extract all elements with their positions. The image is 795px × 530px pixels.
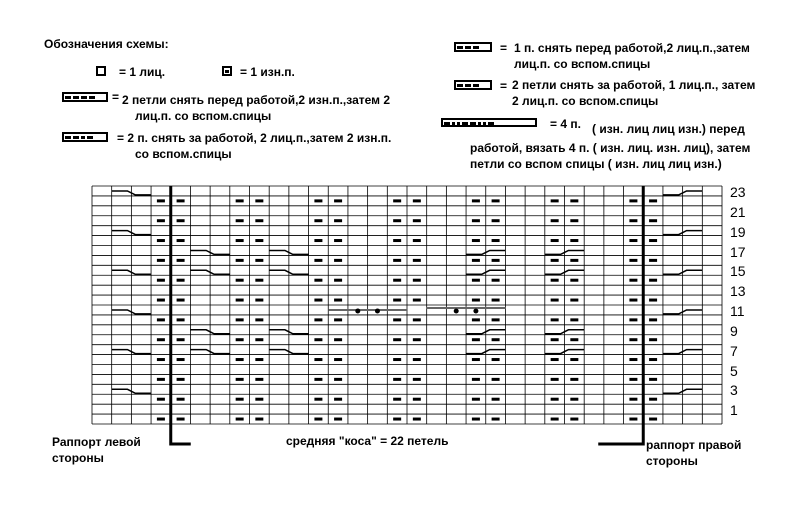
purl-dash xyxy=(472,378,480,381)
purl-dash xyxy=(314,338,322,341)
purl-dash xyxy=(255,259,263,262)
purl-dash xyxy=(492,259,500,262)
purl-dash xyxy=(413,378,421,381)
legend-cable-4-line2: работой, вязать 4 п. ( изн. лиц. изн. лиц), затем xyxy=(470,141,751,155)
purl-dash xyxy=(236,239,244,242)
purl-dash xyxy=(570,279,578,282)
purl-dash xyxy=(472,259,480,262)
purl-dash xyxy=(255,418,263,421)
purl-dash xyxy=(570,398,578,401)
purl-dash xyxy=(570,318,578,321)
purl-dash xyxy=(177,259,185,262)
purl-dash xyxy=(255,378,263,381)
purl-dash xyxy=(255,338,263,341)
purl-dash xyxy=(393,398,401,401)
purl-dash xyxy=(413,299,421,302)
purl-dash xyxy=(649,219,657,222)
purl-dash xyxy=(649,378,657,381)
row-number: 15 xyxy=(730,263,746,280)
purl-dash xyxy=(570,299,578,302)
label-right-repeat-line1: раппорт правой xyxy=(646,438,742,452)
purl-dash xyxy=(649,299,657,302)
row-number: 21 xyxy=(730,203,746,220)
purl-dash xyxy=(551,239,559,242)
purl-dash xyxy=(177,299,185,302)
purl-dash xyxy=(236,378,244,381)
purl-dash xyxy=(629,219,637,222)
purl-dash xyxy=(177,418,185,421)
purl-dash xyxy=(236,199,244,202)
cable-4-dot xyxy=(473,308,478,313)
purl-dash xyxy=(255,239,263,242)
purl-dash xyxy=(413,219,421,222)
purl-dash xyxy=(629,398,637,401)
legend-cable-right-knit-line2: 2 лиц.п. со вспом.спицы xyxy=(512,94,659,108)
purl-dash xyxy=(551,279,559,282)
purl-dash xyxy=(236,299,244,302)
purl-dash xyxy=(649,318,657,321)
purl-dash xyxy=(314,259,322,262)
purl-dash xyxy=(629,358,637,361)
purl-dash xyxy=(393,219,401,222)
purl-dash xyxy=(157,398,165,401)
purl-dash xyxy=(472,299,480,302)
legend-cable-4-label: = 4 п. xyxy=(550,117,581,131)
purl-dash xyxy=(177,239,185,242)
purl-dash xyxy=(255,199,263,202)
purl-dash xyxy=(472,239,480,242)
legend-cable-left-purl-line1: 2 петли снять перед работой,2 изн.п.,затем 2 xyxy=(122,93,391,107)
legend-equals-1: = xyxy=(112,90,120,104)
purl-dash xyxy=(393,318,401,321)
purl-dash xyxy=(492,299,500,302)
purl-dash xyxy=(492,239,500,242)
purl-dash xyxy=(413,259,421,262)
purl-dash xyxy=(492,279,500,282)
purl-dash xyxy=(393,199,401,202)
legend-cable-right-purl-line2: со вспом.спицы xyxy=(135,147,232,161)
purl-dash xyxy=(236,418,244,421)
purl-dash xyxy=(649,418,657,421)
purl-dash xyxy=(157,199,165,202)
purl-dash xyxy=(157,318,165,321)
purl-dash xyxy=(551,338,559,341)
purl-dash xyxy=(157,299,165,302)
legend-knit-text: = 1 лиц. xyxy=(119,65,166,79)
purl-dash xyxy=(492,358,500,361)
purl-dash xyxy=(393,279,401,282)
purl-dash xyxy=(236,318,244,321)
purl-dash xyxy=(314,358,322,361)
legend-equals-3: = xyxy=(500,79,508,93)
purl-dash xyxy=(334,199,342,202)
purl-dash xyxy=(393,378,401,381)
purl-dash xyxy=(314,378,322,381)
purl-dash xyxy=(551,318,559,321)
purl-dash xyxy=(314,318,322,321)
purl-dash xyxy=(314,398,322,401)
purl-dash xyxy=(649,239,657,242)
row-number: 5 xyxy=(730,362,738,379)
purl-dash xyxy=(570,338,578,341)
row-number: 19 xyxy=(730,223,746,240)
purl-dash xyxy=(177,318,185,321)
purl-dash xyxy=(236,259,244,262)
purl-dash xyxy=(629,338,637,341)
purl-dash xyxy=(629,239,637,242)
purl-dash xyxy=(157,259,165,262)
purl-dash xyxy=(649,279,657,282)
purl-dash xyxy=(157,279,165,282)
purl-dash xyxy=(177,279,185,282)
purl-dash xyxy=(314,219,322,222)
purl-dash xyxy=(255,318,263,321)
purl-dash xyxy=(334,299,342,302)
purl-dash xyxy=(334,279,342,282)
purl-dash xyxy=(570,418,578,421)
purl-dash xyxy=(314,199,322,202)
purl-dash xyxy=(629,318,637,321)
purl-dash xyxy=(413,318,421,321)
purl-dash xyxy=(629,299,637,302)
purl-dash xyxy=(177,219,185,222)
purl-dash xyxy=(570,239,578,242)
purl-dash xyxy=(393,259,401,262)
purl-dash xyxy=(472,318,480,321)
legend-purl-text: = 1 изн.п. xyxy=(240,65,295,79)
purl-dash xyxy=(177,378,185,381)
purl-dash xyxy=(492,318,500,321)
purl-dash xyxy=(472,199,480,202)
legend-equals-2: = xyxy=(500,41,508,55)
purl-dash xyxy=(649,199,657,202)
purl-dash xyxy=(570,199,578,202)
purl-dash xyxy=(570,219,578,222)
purl-dash xyxy=(314,279,322,282)
label-center-cable: средняя "коса" = 22 петель xyxy=(286,434,449,448)
purl-dash xyxy=(157,239,165,242)
purl-dash xyxy=(492,219,500,222)
label-left-repeat-line1: Раппорт левой xyxy=(52,435,141,449)
label-right-repeat-line2: стороны xyxy=(646,454,698,468)
purl-dash xyxy=(334,259,342,262)
purl-dash xyxy=(649,358,657,361)
purl-dash xyxy=(334,318,342,321)
purl-dash xyxy=(492,199,500,202)
purl-dash xyxy=(393,239,401,242)
purl-dash xyxy=(255,358,263,361)
purl-dash xyxy=(472,418,480,421)
purl-dash xyxy=(236,279,244,282)
purl-dash xyxy=(334,338,342,341)
legend-cable-left-purl-line2: лиц.п. со вспом.спицы xyxy=(135,109,272,123)
purl-dash xyxy=(649,398,657,401)
legend-cable-4-line1: ( изн. лиц лиц изн.) перед xyxy=(592,122,745,136)
purl-dash xyxy=(551,378,559,381)
purl-dash xyxy=(413,398,421,401)
purl-dash xyxy=(629,378,637,381)
purl-dash xyxy=(393,299,401,302)
row-number: 17 xyxy=(730,243,746,260)
row-number: 3 xyxy=(730,382,738,399)
purl-dash xyxy=(393,418,401,421)
purl-dash xyxy=(177,398,185,401)
purl-dash xyxy=(157,338,165,341)
purl-dash xyxy=(492,418,500,421)
purl-dash xyxy=(472,358,480,361)
cable-4-dot xyxy=(375,308,380,313)
purl-dash xyxy=(413,358,421,361)
purl-dash xyxy=(236,338,244,341)
legend-cable-4-line3: петли со вспом спицы ( изн. лиц лиц изн.) xyxy=(470,157,722,171)
row-number: 7 xyxy=(730,342,738,359)
purl-dash xyxy=(570,378,578,381)
purl-dash xyxy=(334,219,342,222)
purl-dash xyxy=(492,338,500,341)
purl-dash xyxy=(413,199,421,202)
purl-dash xyxy=(551,358,559,361)
purl-dash xyxy=(177,338,185,341)
purl-dash xyxy=(236,219,244,222)
purl-dash xyxy=(314,418,322,421)
purl-dash xyxy=(413,279,421,282)
purl-dash xyxy=(314,239,322,242)
row-number: 9 xyxy=(730,322,738,339)
purl-dash xyxy=(236,398,244,401)
legend-title: Обозначения схемы: xyxy=(44,37,169,51)
purl-dash xyxy=(629,259,637,262)
purl-dash xyxy=(570,259,578,262)
purl-dash xyxy=(472,398,480,401)
purl-dash xyxy=(551,199,559,202)
legend-cable-right-purl-line1: = 2 п. снять за работой, 2 лиц.п.,затем 2 изн.п. xyxy=(117,131,392,145)
purl-dash xyxy=(255,279,263,282)
purl-dash xyxy=(551,259,559,262)
purl-dash xyxy=(551,299,559,302)
cable-4-dot xyxy=(454,308,459,313)
purl-dash xyxy=(551,219,559,222)
purl-dash xyxy=(413,338,421,341)
purl-dash xyxy=(472,338,480,341)
purl-dash xyxy=(393,338,401,341)
purl-dash xyxy=(177,358,185,361)
purl-dash xyxy=(413,418,421,421)
purl-dash xyxy=(551,398,559,401)
cable-4-dot xyxy=(355,308,360,313)
purl-dash xyxy=(157,219,165,222)
purl-dash xyxy=(157,418,165,421)
legend-cable-right-knit-line1: 2 петли снять за работой, 1 лиц.п., затем xyxy=(512,78,756,92)
purl-dash xyxy=(314,299,322,302)
purl-dash xyxy=(334,378,342,381)
purl-dash xyxy=(492,378,500,381)
purl-dash xyxy=(413,239,421,242)
purl-dash xyxy=(334,239,342,242)
purl-dash xyxy=(334,358,342,361)
purl-dash xyxy=(157,378,165,381)
purl-dash xyxy=(334,418,342,421)
purl-dash xyxy=(629,199,637,202)
purl-dash xyxy=(570,358,578,361)
purl-dash xyxy=(492,398,500,401)
purl-dash xyxy=(649,259,657,262)
row-number: 11 xyxy=(730,303,745,319)
purl-dash xyxy=(334,398,342,401)
purl-dash xyxy=(393,358,401,361)
row-number: 13 xyxy=(730,283,746,300)
legend-cable-left-knit-line1: 1 п. снять перед работой,2 лиц.п.,затем xyxy=(514,41,750,55)
purl-dash xyxy=(255,219,263,222)
purl-dash xyxy=(649,338,657,341)
purl-dash xyxy=(629,418,637,421)
purl-dash xyxy=(177,199,185,202)
row-number: 23 xyxy=(730,184,746,200)
purl-dash xyxy=(157,358,165,361)
purl-dash xyxy=(472,279,480,282)
purl-dash xyxy=(472,219,480,222)
label-left-repeat-line2: стороны xyxy=(52,451,104,465)
purl-dash xyxy=(629,279,637,282)
purl-dash xyxy=(236,358,244,361)
purl-dash xyxy=(255,398,263,401)
purl-dash xyxy=(255,299,263,302)
legend-cable-left-knit-line2: лиц.п. со вспом.спицы xyxy=(514,57,651,71)
purl-dash xyxy=(551,418,559,421)
row-number: 1 xyxy=(730,402,738,419)
